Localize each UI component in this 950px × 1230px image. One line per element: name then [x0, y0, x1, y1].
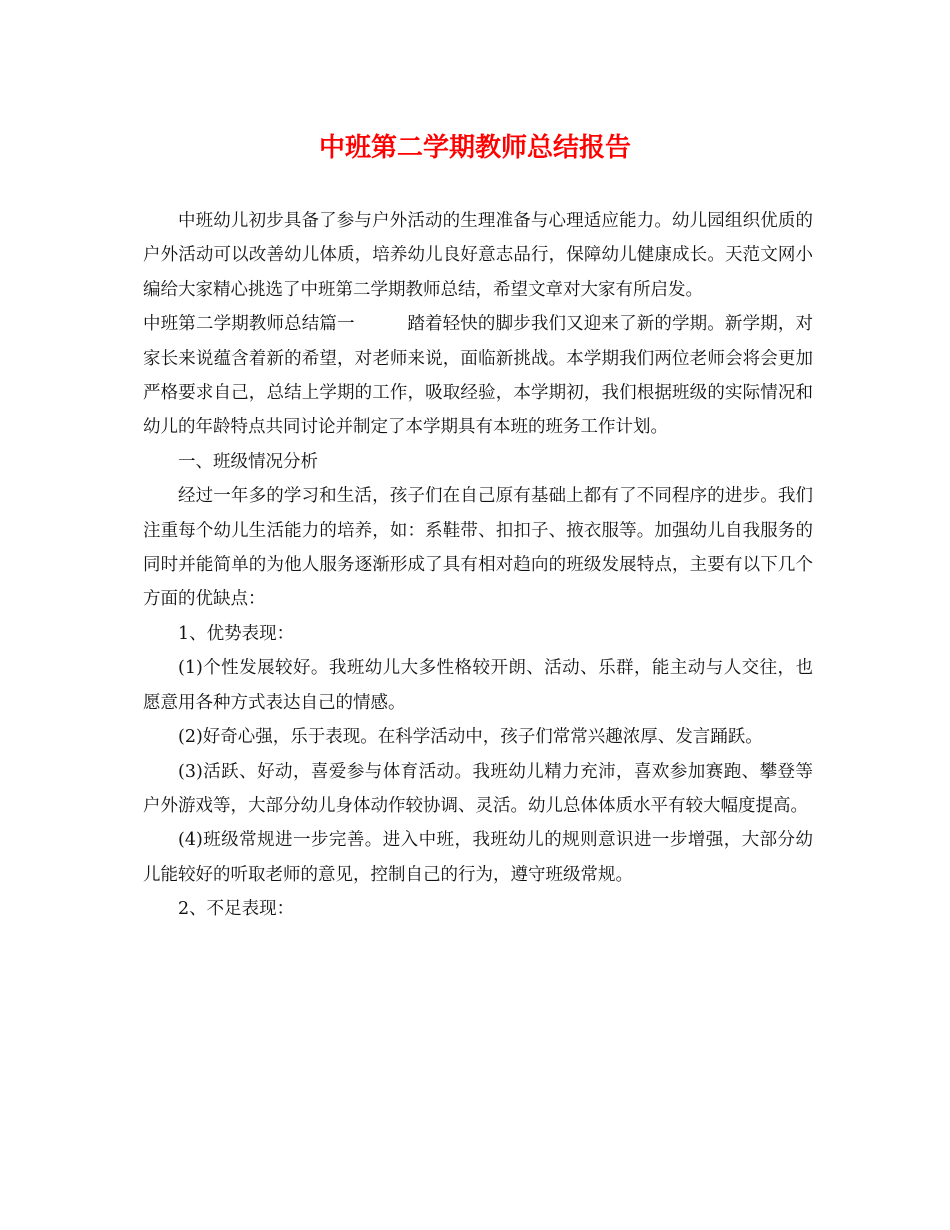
strength-item-2: (2)好奇心强，乐于表现。在科学活动中，孩子们常常兴趣浓厚、发言踊跃。: [178, 727, 763, 748]
document-title: 中班第二学期教师总结报告: [318, 133, 631, 163]
analysis-paragraph: 经过一年多的学习和生活，孩子们在自己原有基础上都有了不同程序的进步。我们注重每个幼儿生活能力的培养，如：系鞋带、扣扣子、掖衣服等。加强幼儿自我服务的同时并能简单的为他人服务逐渐形成了具有相对趋向的班级发展特点，主要有以下几个方面的优缺点：: [143, 486, 813, 610]
intro-paragraph: 中班幼儿初步具备了参与户外活动的生理准备与心理适应能力。幼儿园组织优质的户外活动可以改善幼儿体质，培养幼儿良好意志品行，保障幼儿健康成长。天范文网小编给大家精心挑选了中班第二学期教师总结，希望文章对大家有所启发。: [143, 211, 813, 300]
section-paragraph: [143, 307, 813, 445]
heading-class-analysis: 一、班级情况分析: [178, 451, 318, 472]
strengths-heading: 1、优势表现：: [178, 623, 295, 644]
strength-item-3: (3)活跃、好动，喜爱参与体育活动。我班幼儿精力充沛，喜欢参加赛跑、攀登等户外游戏等，大部分幼儿身体动作较协调、灵活。幼儿总体体质水平有较大幅度提高。: [143, 761, 813, 816]
section-opening: 踏着轻快的脚步我们又迎来了新的学期。新学期，对家长来说蕴含着新的希望，对老师来说，面临新挑战。本学期我们两位老师会将会更加严格要求自己，总结上学期的工作，吸取经验，本学期初，我们根据班级的实际情况和幼儿的年龄特点共同讨论并制定了本学期具有本班的班务工作计划。: [143, 314, 814, 438]
weaknesses-heading: 2、不足表现：: [178, 899, 295, 920]
strength-item-4: (4)班级常规进一步完善。进入中班，我班幼儿的规则意识进一步增强，大部分幼儿能较好的听取老师的意见，控制自己的行为，遵守班级常规。: [143, 830, 813, 885]
section-heading: 中班第二学期教师总结篇一: [143, 314, 355, 335]
document-body: [143, 204, 813, 927]
strength-item-1: (1)个性发展较好。我班幼儿大多性格较开朗、活动、乐群，能主动与人交往，也愿意用各种方式表达自己的情感。: [143, 658, 813, 713]
